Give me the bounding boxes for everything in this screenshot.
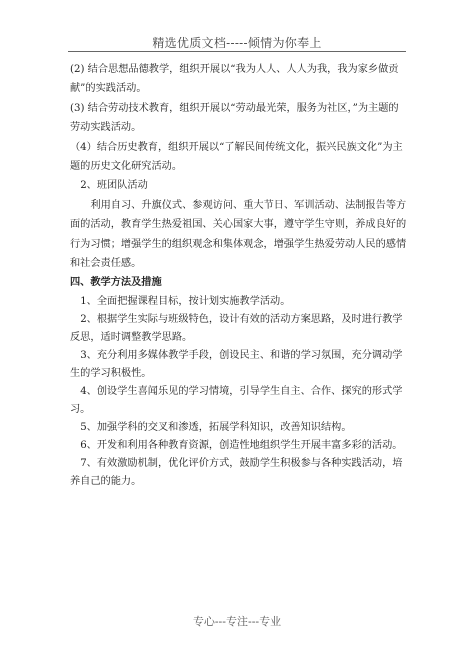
paragraph-class-activities: 利用自习、升旗仪式、参观访问、重大节日、军训活动、法制报告等方面的活动，教育学生热爱祖国、关心国家大事，遵守学生守则，养成良好的行为习惯；增强学生的组织观念和集体观念，增强学生热爱劳动人民的感情和社会责任感。	[70, 199, 407, 270]
section-heading-methods: 四、教学方法及措施	[70, 276, 162, 289]
method-item-2: 2、根据学生实际与班级特色，设计有效的活动方案思路，及时进行教学反思，适时调整教学思路。	[70, 313, 403, 343]
paragraph-history-research: （4）结合历史教育，组织开展以“了解民间传统文化，振兴民族文化”为主题的历史文化研究活动。	[70, 141, 403, 173]
method-item-7: 7、有效激励机制，优化评价方式，鼓励学生积极参与各种实践活动，培养自己的能力。	[70, 457, 403, 487]
paragraph-ideology-practice: (2) 结合思想品德教学，组织开展以“我为人人、人人为我，我为家乡做贡献”的实践活动。	[70, 64, 399, 95]
method-item-4: 4、创设学生喜闻乐见的学习情境，引导学生自主、合作、探究的形式学习。	[70, 385, 403, 415]
document-body	[70, 60, 408, 491]
method-item-5: 5、加强学科的交叉和渗透，拓展学科知识，改善知识结构。	[80, 421, 352, 433]
method-item-3: 3、充分利用多媒体教学手段，创设民主、和谐的学习氛围，充分调动学生的学习积极性。	[70, 349, 403, 379]
header-divider	[68, 51, 406, 52]
method-item-1: 1、全面把握课程目标，按计划实施教学活动。	[80, 295, 291, 307]
page-header-title: 精选优质文档-----倾情为你奉上	[152, 36, 322, 50]
paragraph-labor-practice: (3) 结合劳动技术教育，组织开展以“劳动最光荣，服务为社区，”为主题的劳动实践活动。	[70, 102, 399, 134]
subheading-class-activities: 2、班团队活动	[80, 180, 148, 192]
page-footer: 专心---专注---专业	[192, 615, 282, 628]
method-item-6: 6、开发和利用各种教育资源，创造性地组织学生开展丰富多彩的活动。	[80, 439, 403, 451]
